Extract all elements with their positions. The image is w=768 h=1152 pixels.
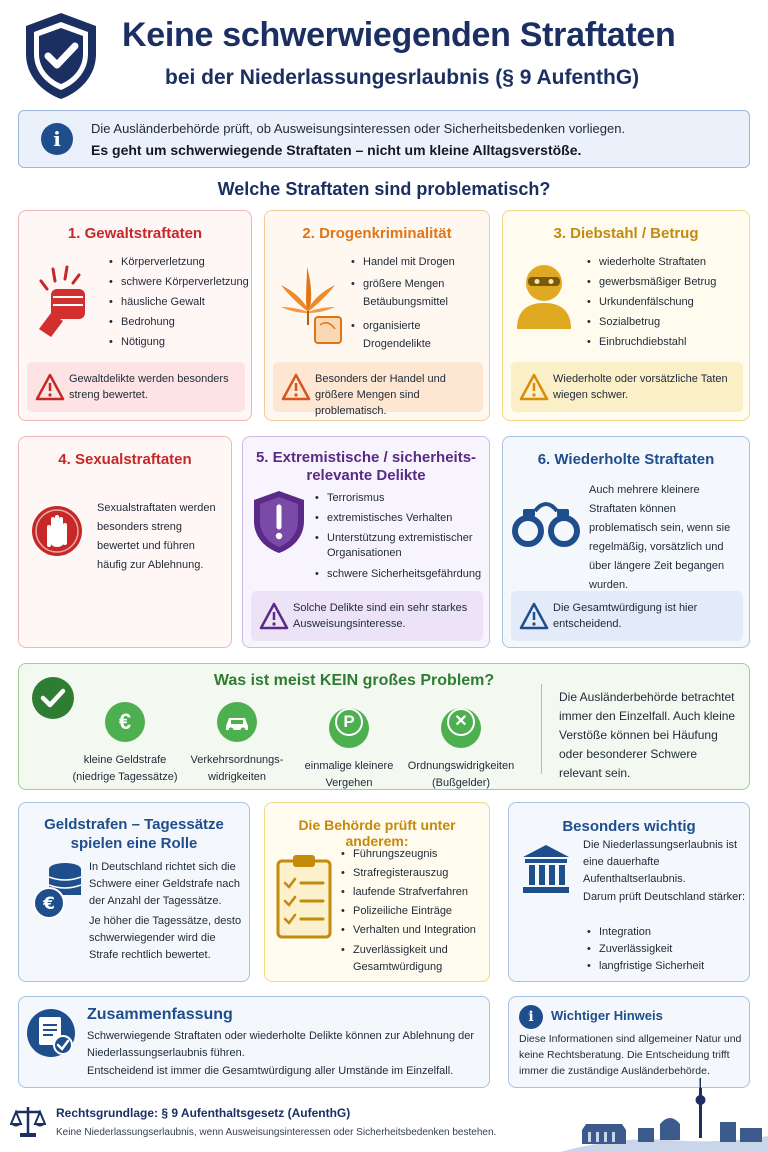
warning-text: Solche Delikte sind ein sehr starkes Ausweisungsinteresse. [293, 602, 468, 630]
warning-shield-icon [251, 489, 307, 555]
no-problem-item [65, 702, 185, 786]
berlin-skyline-icon [560, 1078, 768, 1152]
bullet-list [351, 255, 487, 359]
summary-text: Entscheidend ist immer die Gesamtwürdigung aller Umstände im Einzelfall. [87, 1065, 454, 1077]
government-building-icon [521, 843, 571, 895]
card-text: In Deutschland richtet sich die Schwere einer Geldstrafe nach der Anzahl der Tagessätze. [89, 861, 241, 907]
card-title: 3. Diebstahl / Betrug [553, 225, 699, 242]
warning-icon [35, 373, 65, 401]
list-item: • Unterstützung extremistischer Organisationen [315, 531, 487, 561]
hint-box [508, 996, 750, 1088]
cannabis-leaf-icon [277, 259, 349, 347]
info-text: Die Ausländerbehörde prüft, ob Ausweisungsinteressen oder Sicherheitsbedenken vorliegen. [91, 121, 626, 136]
info-box [18, 110, 750, 168]
card-text: Die Niederlassungserlaubnis ist eine dauerhafte Aufenthaltserlaubnis. [583, 839, 738, 885]
shield-check-icon [20, 10, 102, 102]
hint-title: Wichtiger Hinweis [551, 1008, 663, 1023]
card-behoerde-prueft [264, 802, 490, 982]
footer-note: Keine Niederlassungserlaubnis, wenn Ausweisungsinteressen oder Sicherheitsbedenken bestehen. [56, 1127, 497, 1138]
card-title: 2. Drogenkriminalität [302, 225, 452, 242]
card-title-line: 5. Extremistische / sicherheits- [255, 449, 477, 466]
list-item: • laufende Strafverfahren [341, 885, 487, 899]
car-icon [217, 702, 257, 742]
list-item: • schwere Körperverletzung [109, 275, 249, 289]
list-item: • schwere Sicherheitsgefährdung [315, 567, 487, 581]
list-item: • Handel mit Drogen [351, 255, 487, 269]
page-title: Keine schwerwiegenden Straftaten [122, 16, 676, 54]
warning-icon [519, 602, 549, 630]
card-title [243, 449, 489, 485]
warning-text: Gewaltdelikte werden besonders streng bewertet. [69, 373, 229, 401]
warning-text: Wiederholte oder vorsätzliche Taten wiegen schwer. [553, 373, 728, 401]
parking-letter: P [335, 708, 363, 736]
warning-text: Die Gesamtwürdigung ist hier entscheidend. [553, 602, 698, 630]
section-title: Welche Straftaten sind problematisch? [217, 179, 551, 199]
euro-icon: € [105, 702, 145, 742]
list-item: • Terrorismus [315, 491, 487, 505]
card-diebstahl-betrug [502, 210, 750, 421]
no-problem-label: kleine Geldstrafe (niedrige Tagessätze) [72, 754, 178, 783]
card-title: Besonders wichtig [562, 818, 696, 835]
summary-text: Schwerwiegende Straftaten oder wiederholte Delikte können zur Ablehnung der Niederlassungserlaubnis führen. [87, 1030, 475, 1059]
scales-of-justice-icon [10, 1104, 46, 1138]
list-item: • wiederholte Straftaten [587, 255, 747, 269]
no-problem-item [177, 702, 297, 786]
divider [541, 684, 542, 774]
warning-box [511, 591, 743, 641]
svg-text:€: € [43, 894, 55, 914]
no-problem-label: einmalige kleinere Vergehen [304, 760, 394, 789]
card-drogenkriminalitaet [264, 210, 490, 421]
list-item: • Verhalten und Integration [341, 923, 487, 937]
coins-euro-icon [31, 859, 87, 921]
list-item: • organisierte Drogendelikte [351, 317, 487, 353]
card-title: 6. Wiederholte Straftaten [537, 451, 715, 468]
list-item: • Integration [587, 925, 745, 939]
list-item: • Polizeiliche Einträge [341, 904, 487, 918]
card-title-line: relevante Delikte [306, 467, 426, 484]
card-sexualstraftaten [18, 436, 232, 648]
fine-cross-icon [441, 708, 481, 748]
list-item: • Sozialbetrug [587, 315, 747, 329]
card-extremistische-delikte [242, 436, 490, 648]
summary-box [18, 996, 490, 1088]
no-problem-side-text: Die Ausländerbehörde betrachtet immer den Einzelfall. Auch kleine Verstöße können bei Häufung oder besonderer Schwere relevant sein. [559, 690, 736, 780]
stop-hand-icon [31, 505, 83, 557]
bullet-list [587, 925, 745, 976]
hint-text: Diese Informationen sind allgemeiner Natur und keine Rechtsberatung. Die Entscheidung trifft immer die zuständige Ausländerbehörde. [519, 1033, 742, 1077]
card-text: Auch mehrere kleinere Straftaten können problematisch sein, wenn sie regelmäßig, vorsätzlich und über längere Zeit begangen wurden. [589, 484, 731, 591]
parking-icon [329, 708, 369, 748]
warning-box [511, 362, 743, 412]
checklist-clipboard-icon [275, 853, 333, 939]
card-title-line: Geldstrafen – Tagessätze [44, 816, 224, 833]
no-problem-item [289, 702, 409, 792]
bullet-list [341, 847, 487, 981]
warning-box [273, 362, 483, 417]
card-title-line: spielen eine Rolle [70, 835, 198, 852]
list-item: • extremistisches Verhalten [315, 511, 487, 525]
fist-icon [33, 263, 103, 341]
card-gewaltstraftaten [18, 210, 252, 421]
burglar-icon [511, 259, 577, 329]
list-item: • häusliche Gewalt [109, 295, 249, 309]
card-geldstrafen [18, 802, 250, 982]
card-text: Darum prüft Deutschland stärker: [583, 891, 746, 903]
info-highlight: Es geht um schwerwiegende Straftaten – nicht um kleine Alltagsverstöße. [91, 142, 582, 158]
warning-box [251, 591, 483, 641]
info-icon: i [41, 123, 73, 155]
card-title: Die Behörde prüft unter anderem: [298, 817, 456, 849]
list-item: • Körperverletzung [109, 255, 249, 269]
list-item: • größere Mengen Betäubungsmittel [351, 275, 487, 311]
bullet-list [587, 255, 747, 355]
list-item: • Führungszeugnis [341, 847, 487, 861]
no-problem-title: Was ist meist KEIN großes Problem? [213, 672, 495, 689]
card-besonders-wichtig [508, 802, 750, 982]
card-wiederholte-straftaten [502, 436, 750, 648]
page-subtitle: bei der Niederlassungesrlaubnis (§ 9 AufenthG) [165, 66, 640, 89]
no-problem-box [18, 663, 750, 790]
no-problem-item [401, 702, 521, 792]
info-icon: i [519, 1005, 543, 1029]
card-title [19, 815, 249, 853]
warning-text: Besonders der Handel und größere Mengen sind problematisch. [315, 373, 446, 417]
list-item: • Urkundenfälschung [587, 295, 747, 309]
card-text: Sexualstraftaten werden besonders streng bewertet und führen häufig zur Ablehnung. [97, 502, 216, 571]
warning-icon [281, 373, 311, 401]
list-item: • Bedrohung [109, 315, 249, 329]
fine-cross-symbol: ✕ [447, 708, 475, 736]
warning-box [27, 362, 245, 412]
list-item: • gewerbsmäßiger Betrug [587, 275, 747, 289]
list-item: • Einbruchdiebstahl [587, 335, 747, 349]
list-item: • Nötigung [109, 335, 249, 349]
list-item: • Zuverlässigkeit und Gesamtwürdigung [341, 942, 487, 976]
card-title: 4. Sexualstraftaten [58, 451, 192, 468]
handcuffs-icon [511, 487, 581, 551]
summary-title: Zusammenfassung [87, 1006, 233, 1023]
list-item: • Strafregisterauszug [341, 866, 487, 880]
document-check-icon [27, 1007, 77, 1061]
footer-legal-basis: Rechtsgrundlage: § 9 Aufenthaltsgesetz (AufenthG) [56, 1106, 351, 1120]
no-problem-label: Ordnungswidrigkeiten (Bußgelder) [407, 760, 515, 789]
warning-icon [259, 602, 289, 630]
card-title: 1. Gewaltstraftaten [67, 225, 203, 242]
list-item: • langfristige Sicherheit [587, 959, 745, 973]
bullet-list [315, 491, 487, 587]
list-item: • Zuverlässigkeit [587, 942, 745, 956]
no-problem-label: Verkehrsordnungs-widrigkeiten [190, 754, 284, 783]
card-text: Je höher die Tagessätze, desto schwerwiegender wird die Strafe rechtlich bewertet. [89, 915, 242, 961]
warning-icon [519, 373, 549, 401]
bullet-list [109, 255, 249, 355]
